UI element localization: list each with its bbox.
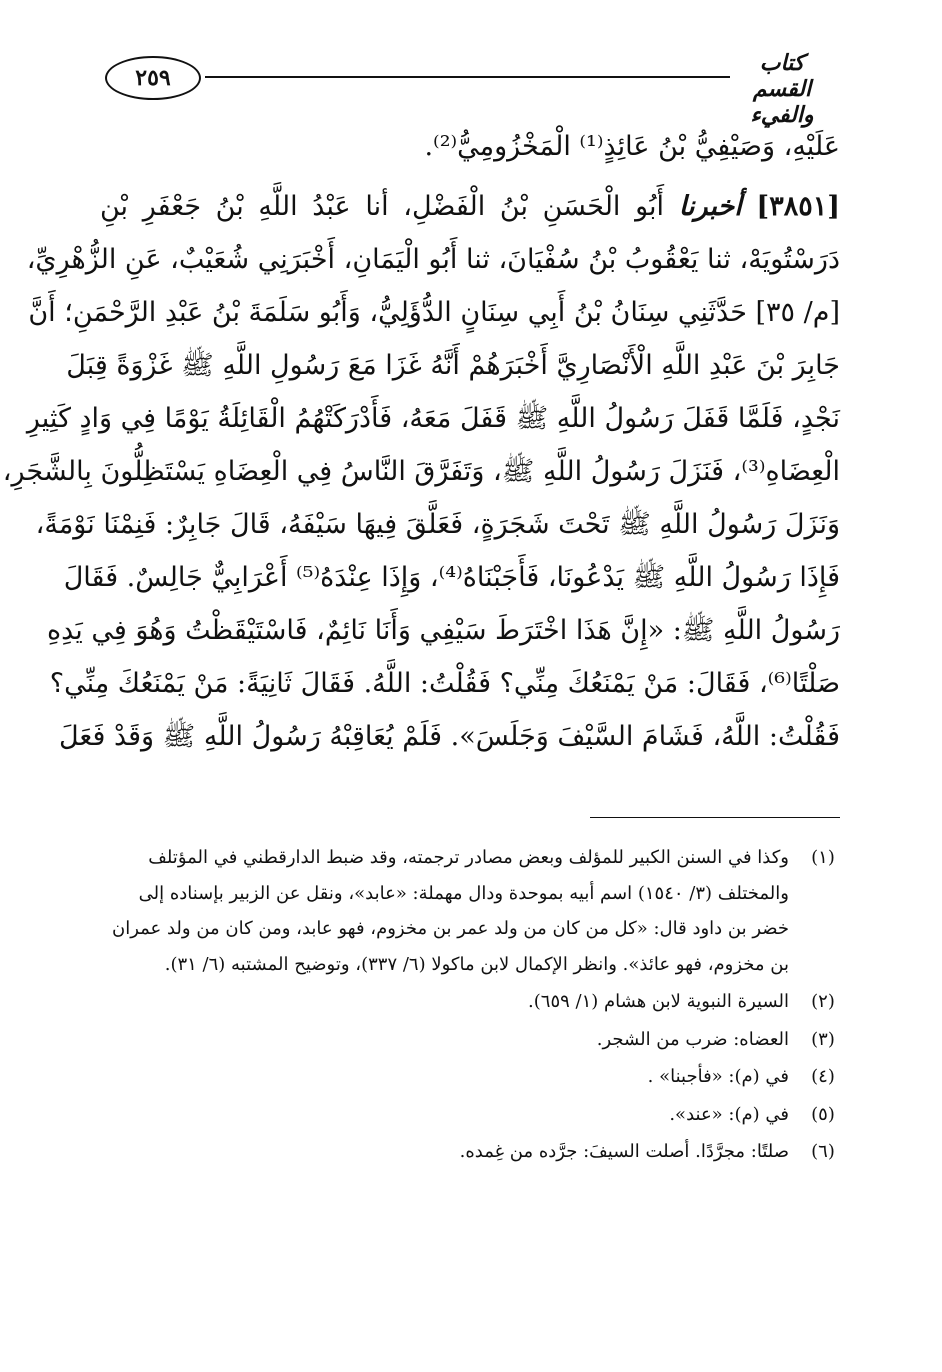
footnote-text: السيرة النبوية لابن هشام (١/ ٦٥٩). — [528, 991, 789, 1012]
footnote — [100, 1097, 845, 1133]
text-line: فَإِذَا رَسُولُ اللَّهِ ﷺ يَدْعُونَا، فَأَجَبْنَاهُ⁽⁴⁾، وَإِذَا عِنْدَهُ⁽⁵⁾ أَعْرَابِيٌّ جَالِسٌ. فَقَالَ — [63, 562, 840, 593]
hadith-number: [٣٨٥١] — [756, 191, 840, 222]
text-line: [م/ ٣٥] حَدَّثَنِي سِنَانُ بْنُ أَبِي سِنَانٍ الدُّؤَلِيُّ، وَأَبُو سَلَمَةَ بْنُ عَبْدِ الرَّحْمَنِ؛ أَنَّ — [28, 297, 840, 328]
footnote — [100, 1059, 845, 1095]
hadith-opening-line — [100, 180, 840, 233]
text-line: صَلْتًا⁽⁶⁾، فَقَالَ: مَنْ يَمْنَعُكَ مِنِّي؟ فَقُلْتُ: اللَّهُ. فَقَالَ ثَانِيَةً: مَنْ يَمْنَعُكَ مِنِّي؟ — [49, 668, 840, 699]
footnote — [100, 840, 845, 982]
footnote-text: في (م): «عند». — [669, 1103, 789, 1125]
book-title: كتاب القسم والفيء — [750, 50, 814, 128]
footnote-text: وكذا في السنن الكبير للمؤلف وبعض مصادر ترجمته، وقد ضبط الدارقطني في المؤتلف والمختلف (٣/ ١٥٤٠) اسم أبيه بموحدة ودال مهملة: «عابد»، ونقل عن الزبير بإسناده إلى خضر بن داود قال: «كل من كان من ولد عمر بن مخزوم، فهو عابد، ومن كان من ولد عمران بن مخزوم، فهو عائذ». وانظر الإكمال لابن ماكولا (٦/ ٣٣٧)، وتوضيح المشتبه (٦/ ٣١). — [111, 847, 789, 975]
page-header — [95, 50, 830, 128]
footnote — [100, 1134, 845, 1170]
text-line: نَجْدٍ، فَلَمَّا قَفَلَ رَسُولُ اللَّهِ ﷺ قَفَلَ مَعَهُ، فَأَدْرَكَتْهُمُ الْقَائِلَةُ يَوْمًا فِي وَادٍ كَثِيرِ — [26, 403, 840, 434]
text-line: عَلَيْهِ، وَصَيْفِيُّ بْنُ عَائِذٍ⁽¹⁾ الْمَخْزُومِيُّ⁽²⁾. — [424, 131, 840, 162]
text-line: جَابِرَ بْنَ عَبْدِ اللَّهِ الْأَنْصَارِيَّ أَخْبَرَهُمْ أَنَّهُ غَزَا مَعَ رَسُولِ اللَّهِ ﷺ غَزْوَةً قِبَلَ — [66, 350, 840, 381]
text-line: فَقُلْتُ: اللَّهُ، فَشَامَ السَّيْفَ وَجَلَسَ». فَلَمْ يُعَاقِبْهُ رَسُولُ اللَّهِ ﷺ وَقَدْ فَعَلَ — [58, 721, 840, 752]
page-number: ٢٥٩ — [105, 56, 201, 100]
footnote-number: (٢) — [811, 991, 835, 1012]
footnote — [100, 1022, 845, 1058]
footnote-number: (٦) — [811, 1141, 835, 1162]
footnote-number: (٥) — [811, 1103, 835, 1125]
footnote-number: (٤) — [811, 1066, 835, 1087]
footnote — [100, 984, 845, 1020]
footnote-separator — [590, 817, 840, 818]
header-rule — [205, 76, 730, 78]
text-line: الْعِضَاهِ⁽³⁾، فَنَزَلَ رَسُولُ اللَّهِ ﷺ، وَتَفَرَّقَ النَّاسُ فِي الْعِضَاهِ يَسْتَظِلُّونَ بِالشَّجَرِ، — [2, 456, 840, 487]
footnote-text: العضاه: ضرب من الشجر. — [596, 1028, 789, 1050]
footnote-number: (١) — [811, 847, 835, 868]
footnote-number: (٣) — [811, 1028, 835, 1050]
footnote-text: صلتًا: مجرَّدًا. أصلت السيفَ: جرَّده من غِمده. — [459, 1141, 789, 1162]
text-line: رَسُولُ اللَّهِ ﷺ: «إِنَّ هَذَا اخْتَرَطَ سَيْفِي وَأَنَا نَائِمٌ، فَاسْتَيْقَظْتُ وَهُوَ فِي يَدِهِ — [46, 615, 840, 646]
footnote-text: في (م): «فأجبنا» . — [647, 1066, 789, 1087]
lead-word: أخبرنا — [678, 191, 742, 222]
text-line: دَرَسْتُويَهْ، ثنا يَعْقُوبُ بْنُ سُفْيَانَ، ثنا أَبُو الْيَمَانِ، أَخْبَرَنِي شُعَيْبٌ، عَنِ الزُّهْرِيِّ، — [26, 244, 840, 275]
main-text — [2, 120, 840, 763]
text-line: وَنَزَلَ رَسُولُ اللَّهِ ﷺ تَحْتَ شَجَرَةٍ، فَعَلَّقَ فِيهَا سَيْفَهُ، قَالَ جَابِرٌ: فَنِمْنَا نَوْمَةً، — [35, 509, 840, 540]
text-line-rest: أَبُو الْحَسَنِ بْنُ الْفَضْلِ، أنا عَبْدُ اللَّهِ بْنُ جَعْفَرِ بْنِ — [100, 191, 665, 222]
footnotes — [100, 840, 845, 1172]
